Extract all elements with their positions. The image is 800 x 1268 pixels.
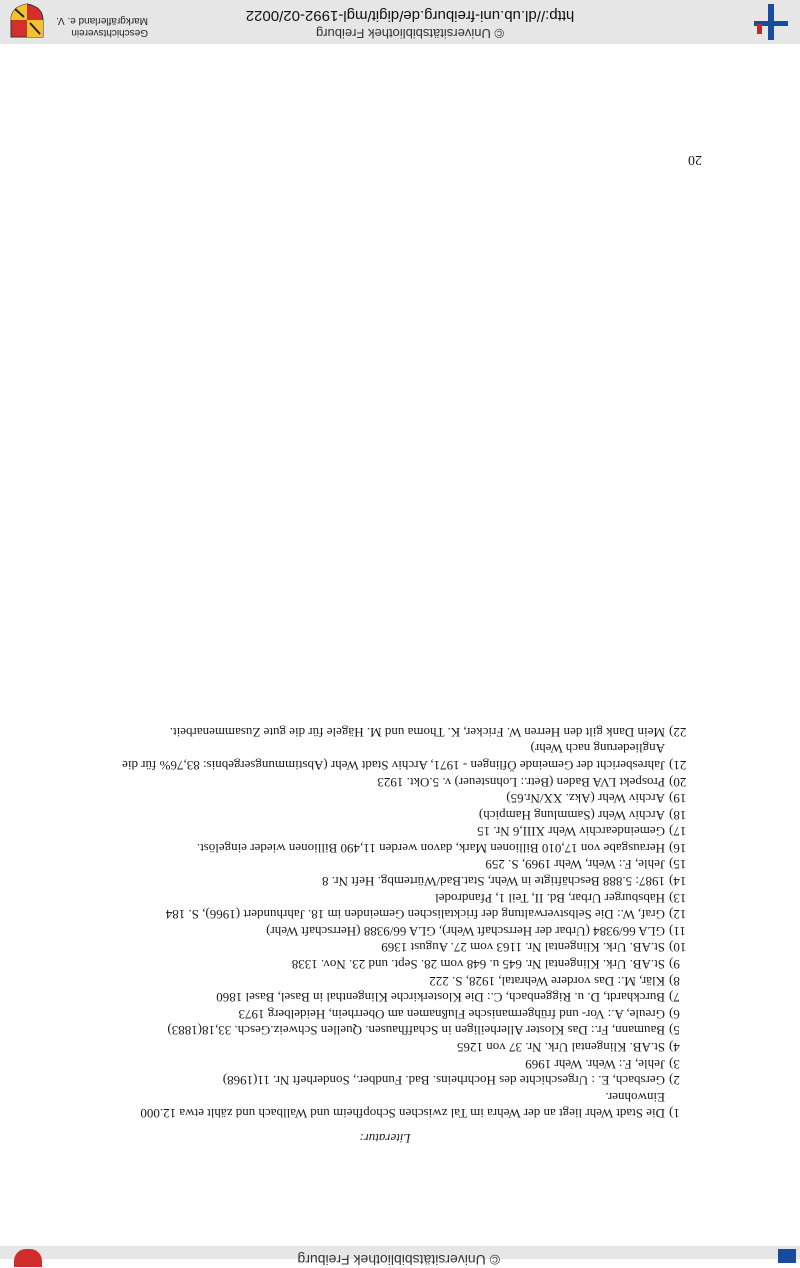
- footnote-number: 10): [669, 940, 687, 956]
- footnote-item: [95, 889, 695, 906]
- footnote-item: [95, 955, 695, 972]
- footnote-text: Archiv Wehr (Sammlung Hampich): [478, 807, 665, 823]
- footnote-number: 5): [669, 1023, 680, 1039]
- footnote-number: 12): [669, 907, 687, 923]
- society-name-line1: Geschichtsverein: [71, 27, 148, 38]
- footnote-item: [95, 1022, 695, 1039]
- footnote-text: Jahresbericht der Gemeinde Öflingen - 1971, Archiv Stadt Wehr (Abstimmungsergebnis: 83,76% für die Angliederung nach Wehr): [122, 741, 665, 773]
- footnote-number: 13): [669, 890, 687, 906]
- footnote-text: GLA 66/9384 (Urbar der Herrschaft Wehr), GLA 66/9388 (Herrschaft Wehr): [266, 923, 665, 939]
- footnote-number: 14): [669, 874, 687, 890]
- literature-section: [95, 723, 695, 1146]
- footnote-item: [95, 806, 695, 823]
- footnote-item: [95, 856, 695, 873]
- footnote-text: Greule, A.: Vor- und frühgermanische Flußnamen am Oberrhein, Heidelberg 1973: [238, 1006, 665, 1022]
- footnote-number: 3): [669, 1056, 680, 1072]
- strip-copyright: © Universitätsbibliothek Freiburg: [297, 1252, 500, 1268]
- footnote-number: 16): [669, 840, 687, 856]
- footnote-number: 6): [669, 1006, 680, 1022]
- coat-of-arms-icon: [14, 1249, 42, 1267]
- footnote-item: [95, 989, 695, 1006]
- footnote-number: 22): [669, 724, 687, 740]
- footnote-number: 11): [669, 923, 686, 939]
- footnote-item: [95, 873, 695, 890]
- footnote-text: Baumann, Fr.: Das Kloster Allerheiligen in Schaffhausen. Quellen Schweiz.Gesch. 33,18(1883): [167, 1023, 665, 1039]
- footnote-text: Burckhardt, D. u. Riggenbach, C.: Die Klosterkirche Klingenthal in Basel, Basel 1860: [216, 990, 665, 1006]
- footnote-item: [95, 1088, 695, 1121]
- footnote-number: 7): [669, 990, 680, 1006]
- footnote-text: Gersbach, E. : Urgeschichte des Hochrheins. Bad. Fundber., Sonderheft Nr. 11(1968): [222, 1073, 665, 1089]
- footnote-text: Jehle, F.: Wehr. Wehr 1969: [525, 1056, 665, 1072]
- footnote-item: [95, 1038, 695, 1055]
- ub-freiburg-logo-icon: [748, 4, 792, 40]
- footnote-text: Klär, M.: Das vordere Wehratal, 1928, S. 222: [429, 973, 665, 989]
- footer-url[interactable]: http://dl.ub.uni-freiburg.de/digit/mgl-1992-02/0022: [245, 7, 575, 24]
- footnote-text: Herausgabe von 17,010 Billionen Mark, davon werden 11,490 Billionen wieder eingelöst.: [196, 840, 665, 856]
- footnote-item: [95, 723, 695, 740]
- society-branding: [8, 2, 148, 42]
- literature-heading: Literatur:: [359, 1131, 411, 1146]
- footnote-text: Archiv Wehr (Akz. XX/Nr.65): [506, 791, 665, 807]
- footnote-list: [95, 723, 695, 1121]
- footnote-number: 8): [669, 973, 680, 989]
- footnote-text: Graf, W.: Die Selbstverwaltung der fricktalischen Gemeinden im 18. Jahrhundert (1966), S. 184: [165, 907, 665, 923]
- footnote-text: Die Stadt Wehr liegt an der Wehra im Tal zwischen Schopfheim und Wallbach und zählt etwa 12.000 Einwohner.: [140, 1089, 665, 1122]
- footnote-text: Jehle, F.: Wehr, Wehr 1969, S. 259: [485, 857, 665, 873]
- footnote-item: [95, 740, 695, 773]
- footnote-item: [95, 1005, 695, 1022]
- footnote-text: Mein Dank gilt den Herren W. Fricker, K. Thoma und M. Hägele für die gute Zusammenarbeit.: [169, 724, 665, 740]
- footnote-item: [95, 823, 695, 840]
- footnote-text: St.AB. Urk. Klingental Nr. 1163 vom 27. August 1369: [381, 940, 665, 956]
- page-number: 20: [688, 152, 702, 167]
- society-name-line2: Markgräflerland e. V.: [56, 15, 148, 26]
- footnote-item: [95, 906, 695, 923]
- footnote-text: 1987: 5.888 Beschäftigte in Wehr, Stat.Bad/Würtembg. Heft Nr. 8: [322, 874, 665, 890]
- footnote-item: [95, 773, 695, 790]
- ub-logo-icon: [778, 1249, 796, 1263]
- footnote-item: [95, 790, 695, 807]
- society-name: [52, 14, 148, 38]
- footnote-number: 18): [669, 807, 687, 823]
- footnote-number: 1): [669, 1106, 680, 1122]
- footer-center: [170, 5, 650, 41]
- footnote-number: 15): [669, 857, 687, 873]
- footnote-text: Gemeindearchiv Wehr XIII,6 Nr. 15: [477, 824, 665, 840]
- coat-of-arms-icon: [8, 2, 46, 40]
- footnote-number: 9): [669, 957, 680, 973]
- footnote-item: [95, 922, 695, 939]
- footnote-text: Habsburger Urbar, Bd. II, Teil 1, Pfandrodel: [435, 890, 665, 906]
- footer-bar: [0, 0, 800, 44]
- footnote-item: [95, 1055, 695, 1072]
- footnote-text: St.AB. Urk. Klingental Nr. 645 u. 648 vom 28. Sept. und 23. Nov. 1338: [291, 957, 665, 973]
- footnote-item: [95, 1072, 695, 1089]
- previous-page-footer-strip: [0, 1246, 800, 1268]
- footnote-item: [95, 939, 695, 956]
- footnote-item: [95, 839, 695, 856]
- footnote-item: [95, 972, 695, 989]
- footnote-number: 19): [669, 791, 687, 807]
- footnote-number: 2): [669, 1073, 680, 1089]
- footnote-number: 20): [669, 774, 687, 790]
- footnote-number: 17): [669, 824, 687, 840]
- footnote-text: Prospekt LVA Baden (Betr.: Lohnsteuer) v. 5.Okt. 1923: [377, 774, 665, 790]
- footer-copyright: © Universitätsbibliothek Freiburg: [315, 26, 505, 41]
- footnote-number: 21): [669, 757, 687, 773]
- footnote-number: 4): [669, 1040, 680, 1056]
- footnote-text: St.AB. Klingental Urk. Nr. 37 von 1265: [457, 1040, 665, 1056]
